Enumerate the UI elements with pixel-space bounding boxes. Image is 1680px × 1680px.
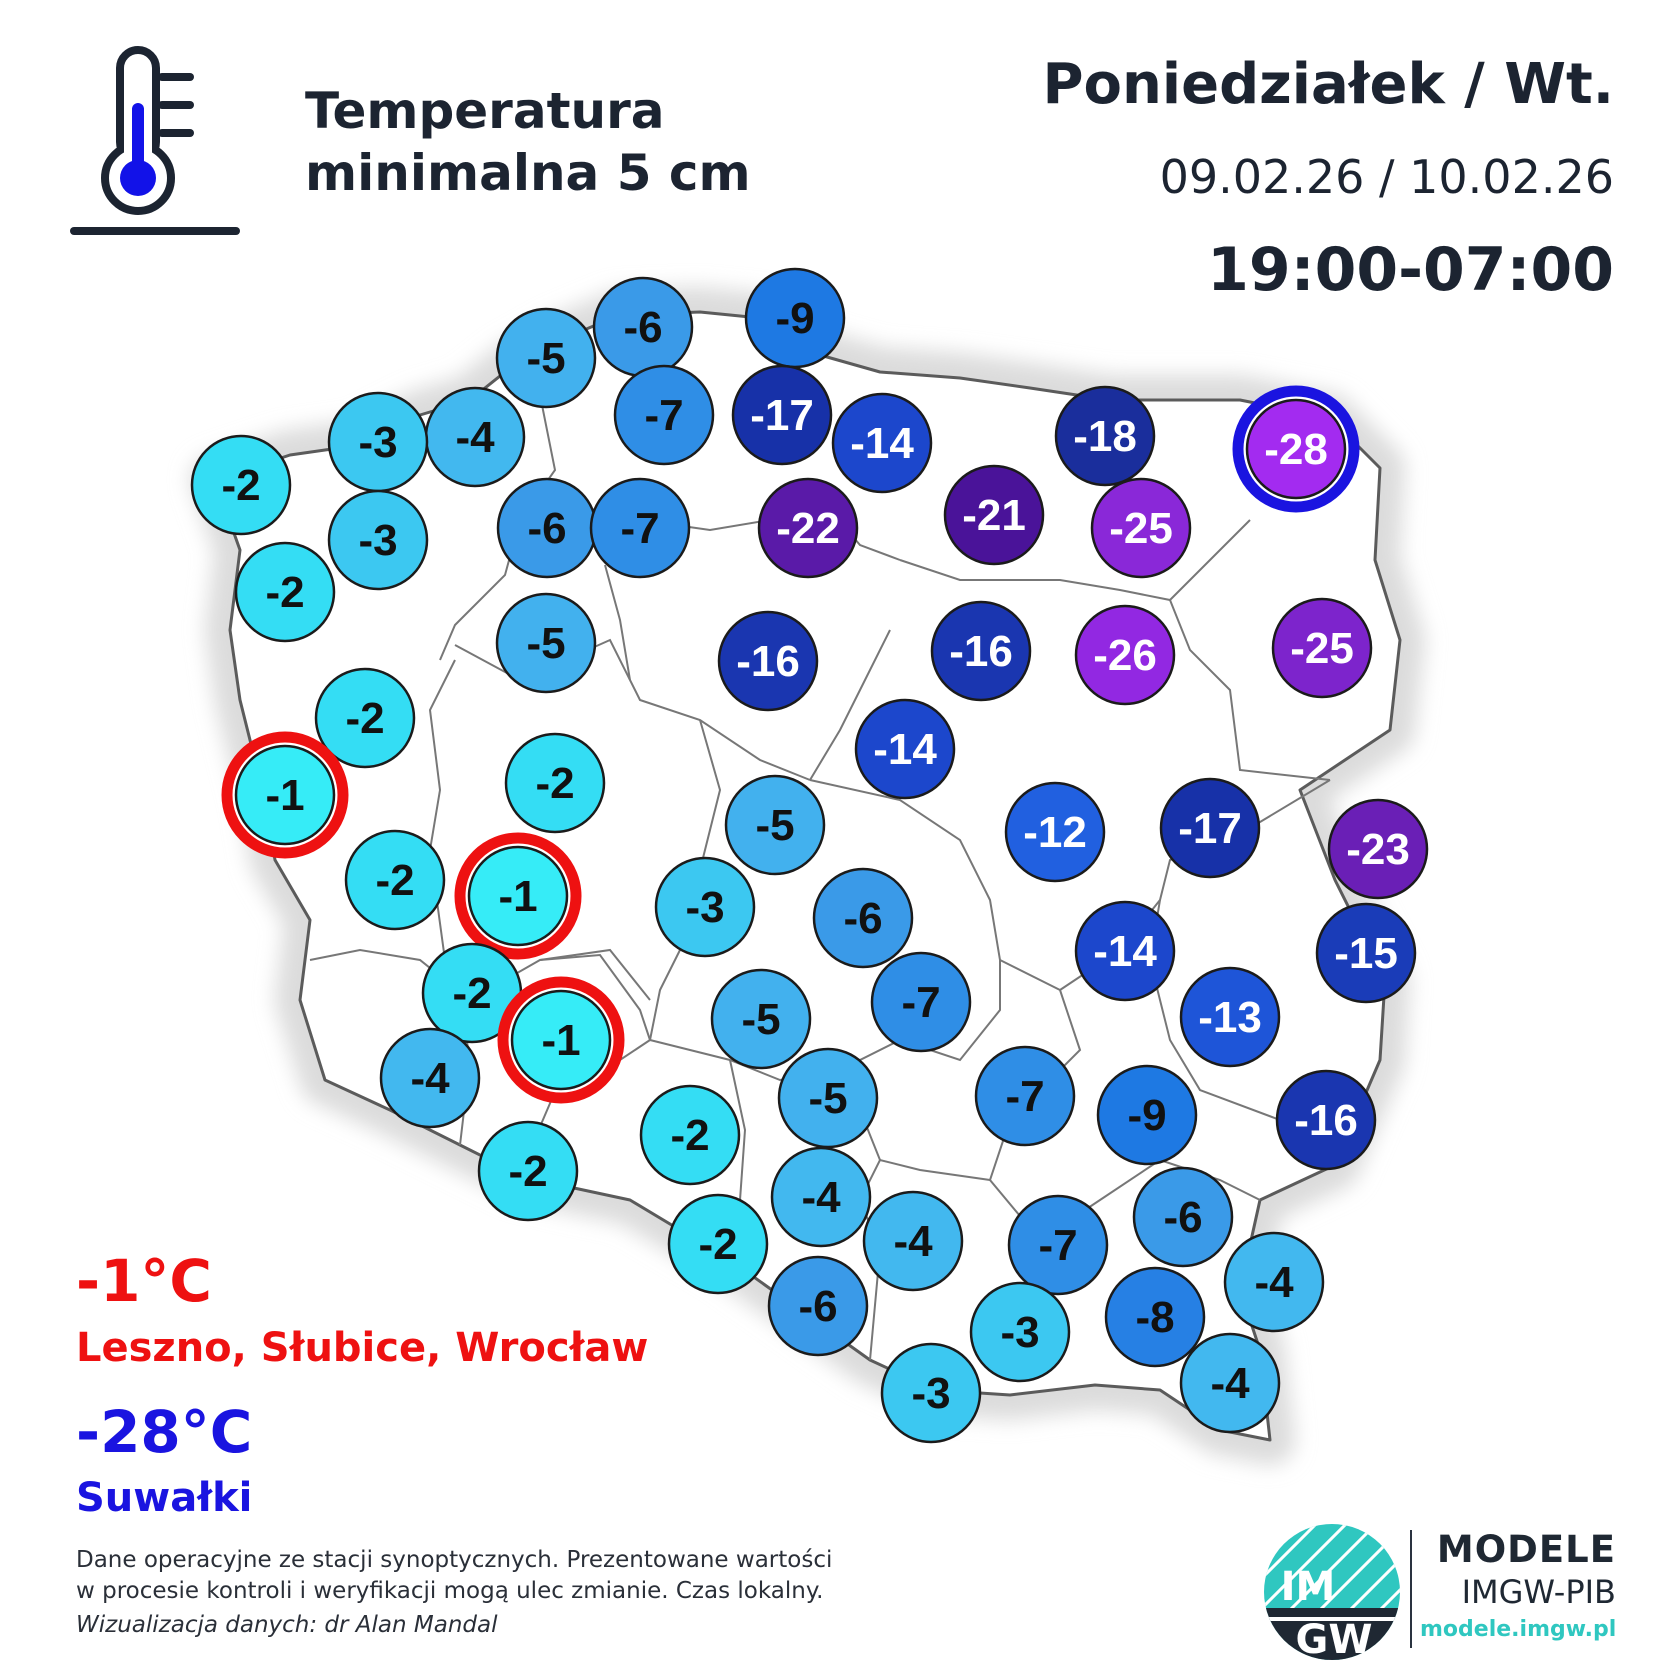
- station-temperature: -3: [358, 516, 398, 565]
- station-temperature: -6: [1163, 1193, 1203, 1242]
- station-marker: [615, 366, 713, 464]
- station-marker: [945, 466, 1043, 564]
- station-marker: [503, 982, 619, 1098]
- title-line-1: Temperatura: [305, 82, 665, 140]
- station-temperature: -2: [698, 1220, 738, 1269]
- brand-divider: [1410, 1530, 1412, 1648]
- station-temperature: -2: [345, 694, 385, 743]
- note-line-2: w procesie kontroli i weryfikacji mogą ulec zmianie. Czas lokalny.: [76, 1578, 824, 1604]
- station-temperature: -2: [221, 461, 261, 510]
- station-marker: [746, 269, 844, 367]
- station-marker: [1329, 800, 1427, 898]
- credit-line: Wizualizacja danych: dr Alan Mandal: [76, 1612, 498, 1638]
- station-marker: [227, 737, 343, 853]
- station-marker: [1181, 968, 1279, 1066]
- station-temperature: -4: [893, 1217, 933, 1266]
- station-marker: [426, 388, 524, 486]
- station-temperature: -18: [1073, 412, 1137, 461]
- station-temperature: -5: [755, 801, 795, 850]
- data-note: [76, 1545, 832, 1641]
- station-marker: [1134, 1168, 1232, 1266]
- station-temperature: -2: [508, 1147, 548, 1196]
- station-marker: [329, 491, 427, 589]
- brand-url: modele.imgw.pl: [1420, 1617, 1617, 1642]
- station-temperature: -6: [798, 1282, 838, 1331]
- station-marker: [1006, 783, 1104, 881]
- station-marker: [1181, 1334, 1279, 1432]
- station-marker: [591, 479, 689, 577]
- station-temperature: -3: [1000, 1308, 1040, 1357]
- station-marker: [759, 479, 857, 577]
- time-range: 19:00-07:00: [1207, 235, 1614, 305]
- station-marker: [460, 838, 576, 954]
- station-temperature: -6: [843, 894, 883, 943]
- station-marker: [932, 602, 1030, 700]
- brand-name: MODELE: [1436, 1528, 1616, 1571]
- min-temperature-stations: Suwałki: [76, 1475, 253, 1521]
- station-temperature: -7: [644, 391, 684, 440]
- date-range: 09.02.26 / 10.02.26: [1159, 150, 1614, 204]
- station-temperature: -17: [750, 391, 814, 440]
- station-marker: [779, 1049, 877, 1147]
- station-marker: [856, 700, 954, 798]
- station-marker: [833, 394, 931, 492]
- station-temperature: -5: [741, 995, 781, 1044]
- station-marker: [733, 366, 831, 464]
- station-temperature: -16: [949, 627, 1013, 676]
- station-marker: [976, 1047, 1074, 1145]
- station-marker: [497, 594, 595, 692]
- station-temperature: -4: [801, 1173, 841, 1222]
- station-marker: [726, 776, 824, 874]
- station-temperature: -4: [1254, 1258, 1294, 1307]
- station-temperature: -6: [623, 303, 663, 352]
- station-marker: [814, 869, 912, 967]
- station-temperature: -2: [452, 969, 492, 1018]
- station-marker: [1273, 599, 1371, 697]
- stations-layer: [192, 269, 1427, 1442]
- station-marker: [329, 393, 427, 491]
- station-temperature: -2: [375, 856, 415, 905]
- station-marker: [1106, 1268, 1204, 1366]
- station-temperature: -5: [526, 619, 566, 668]
- station-temperature: -7: [1038, 1221, 1078, 1270]
- note-line-1: Dane operacyjne ze stacji synoptycznych. Prezentowane wartości: [76, 1547, 833, 1573]
- station-marker: [971, 1283, 1069, 1381]
- station-temperature: -5: [526, 334, 566, 383]
- station-marker: [712, 970, 810, 1068]
- station-marker: [1076, 902, 1174, 1000]
- station-temperature: -16: [736, 637, 800, 686]
- station-marker: [772, 1148, 870, 1246]
- station-marker: [669, 1195, 767, 1293]
- station-temperature: -16: [1294, 1096, 1358, 1145]
- station-marker: [1277, 1071, 1375, 1169]
- station-marker: [1317, 904, 1415, 1002]
- station-marker: [594, 278, 692, 376]
- station-temperature: -1: [541, 1016, 581, 1065]
- station-temperature: -2: [670, 1111, 710, 1160]
- station-temperature: -14: [1093, 927, 1157, 976]
- min-temperature-value: -28°C: [76, 1398, 253, 1466]
- station-temperature: -17: [1178, 804, 1242, 853]
- station-temperature: -25: [1290, 624, 1354, 673]
- station-marker: [192, 436, 290, 534]
- station-marker: [1056, 387, 1154, 485]
- station-temperature: -4: [455, 413, 495, 462]
- station-marker: [1161, 779, 1259, 877]
- station-temperature: -7: [1005, 1072, 1045, 1121]
- station-marker: [719, 612, 817, 710]
- station-marker: [864, 1192, 962, 1290]
- station-temperature: -3: [911, 1369, 951, 1418]
- station-marker: [872, 953, 970, 1051]
- max-temperature-stations: Leszno, Słubice, Wrocław: [76, 1325, 649, 1371]
- station-temperature: -2: [535, 759, 575, 808]
- station-marker: [346, 831, 444, 929]
- station-marker: [769, 1257, 867, 1355]
- brand-org: IMGW-PIB: [1461, 1573, 1616, 1611]
- station-temperature: -4: [410, 1054, 450, 1103]
- station-temperature: -28: [1264, 425, 1328, 474]
- station-temperature: -14: [850, 419, 914, 468]
- station-marker: [641, 1086, 739, 1184]
- station-marker: [497, 309, 595, 407]
- station-temperature: -9: [775, 294, 815, 343]
- station-marker: [506, 734, 604, 832]
- imgw-logo: [1260, 1520, 1405, 1665]
- logo-text-bottom: GW: [1295, 1617, 1373, 1663]
- station-marker: [479, 1122, 577, 1220]
- station-temperature: -21: [962, 491, 1026, 540]
- station-temperature: -3: [358, 418, 398, 467]
- station-temperature: -5: [808, 1074, 848, 1123]
- station-temperature: -3: [685, 883, 725, 932]
- station-marker: [381, 1029, 479, 1127]
- max-temperature-value: -1°C: [76, 1247, 212, 1315]
- logo-text-top: IM: [1280, 1564, 1336, 1610]
- station-temperature: -7: [620, 504, 660, 553]
- station-marker: [498, 479, 596, 577]
- station-temperature: -6: [527, 504, 567, 553]
- station-marker: [1009, 1196, 1107, 1294]
- brand-block: [1420, 1528, 1616, 1642]
- station-temperature: -1: [498, 872, 538, 921]
- station-temperature: -12: [1023, 808, 1087, 857]
- station-temperature: -25: [1109, 504, 1173, 553]
- station-temperature: -1: [265, 771, 305, 820]
- day-label: Poniedziałek / Wt.: [1042, 52, 1614, 117]
- title-line-2: minimalna 5 cm: [305, 144, 751, 202]
- station-marker: [1076, 606, 1174, 704]
- station-marker: [1098, 1066, 1196, 1164]
- station-marker: [1225, 1233, 1323, 1331]
- station-temperature: -23: [1346, 825, 1410, 874]
- station-marker: [656, 858, 754, 956]
- station-temperature: -15: [1334, 929, 1398, 978]
- station-marker: [1238, 391, 1354, 507]
- station-temperature: -2: [265, 568, 305, 617]
- station-temperature: -13: [1198, 993, 1262, 1042]
- station-temperature: -9: [1127, 1091, 1167, 1140]
- station-temperature: -4: [1210, 1359, 1250, 1408]
- station-temperature: -14: [873, 725, 937, 774]
- station-temperature: -22: [776, 504, 840, 553]
- station-temperature: -8: [1135, 1293, 1175, 1342]
- station-marker: [1092, 479, 1190, 577]
- station-marker: [236, 543, 334, 641]
- station-temperature: -7: [901, 978, 941, 1027]
- station-temperature: -26: [1093, 631, 1157, 680]
- station-marker: [882, 1344, 980, 1442]
